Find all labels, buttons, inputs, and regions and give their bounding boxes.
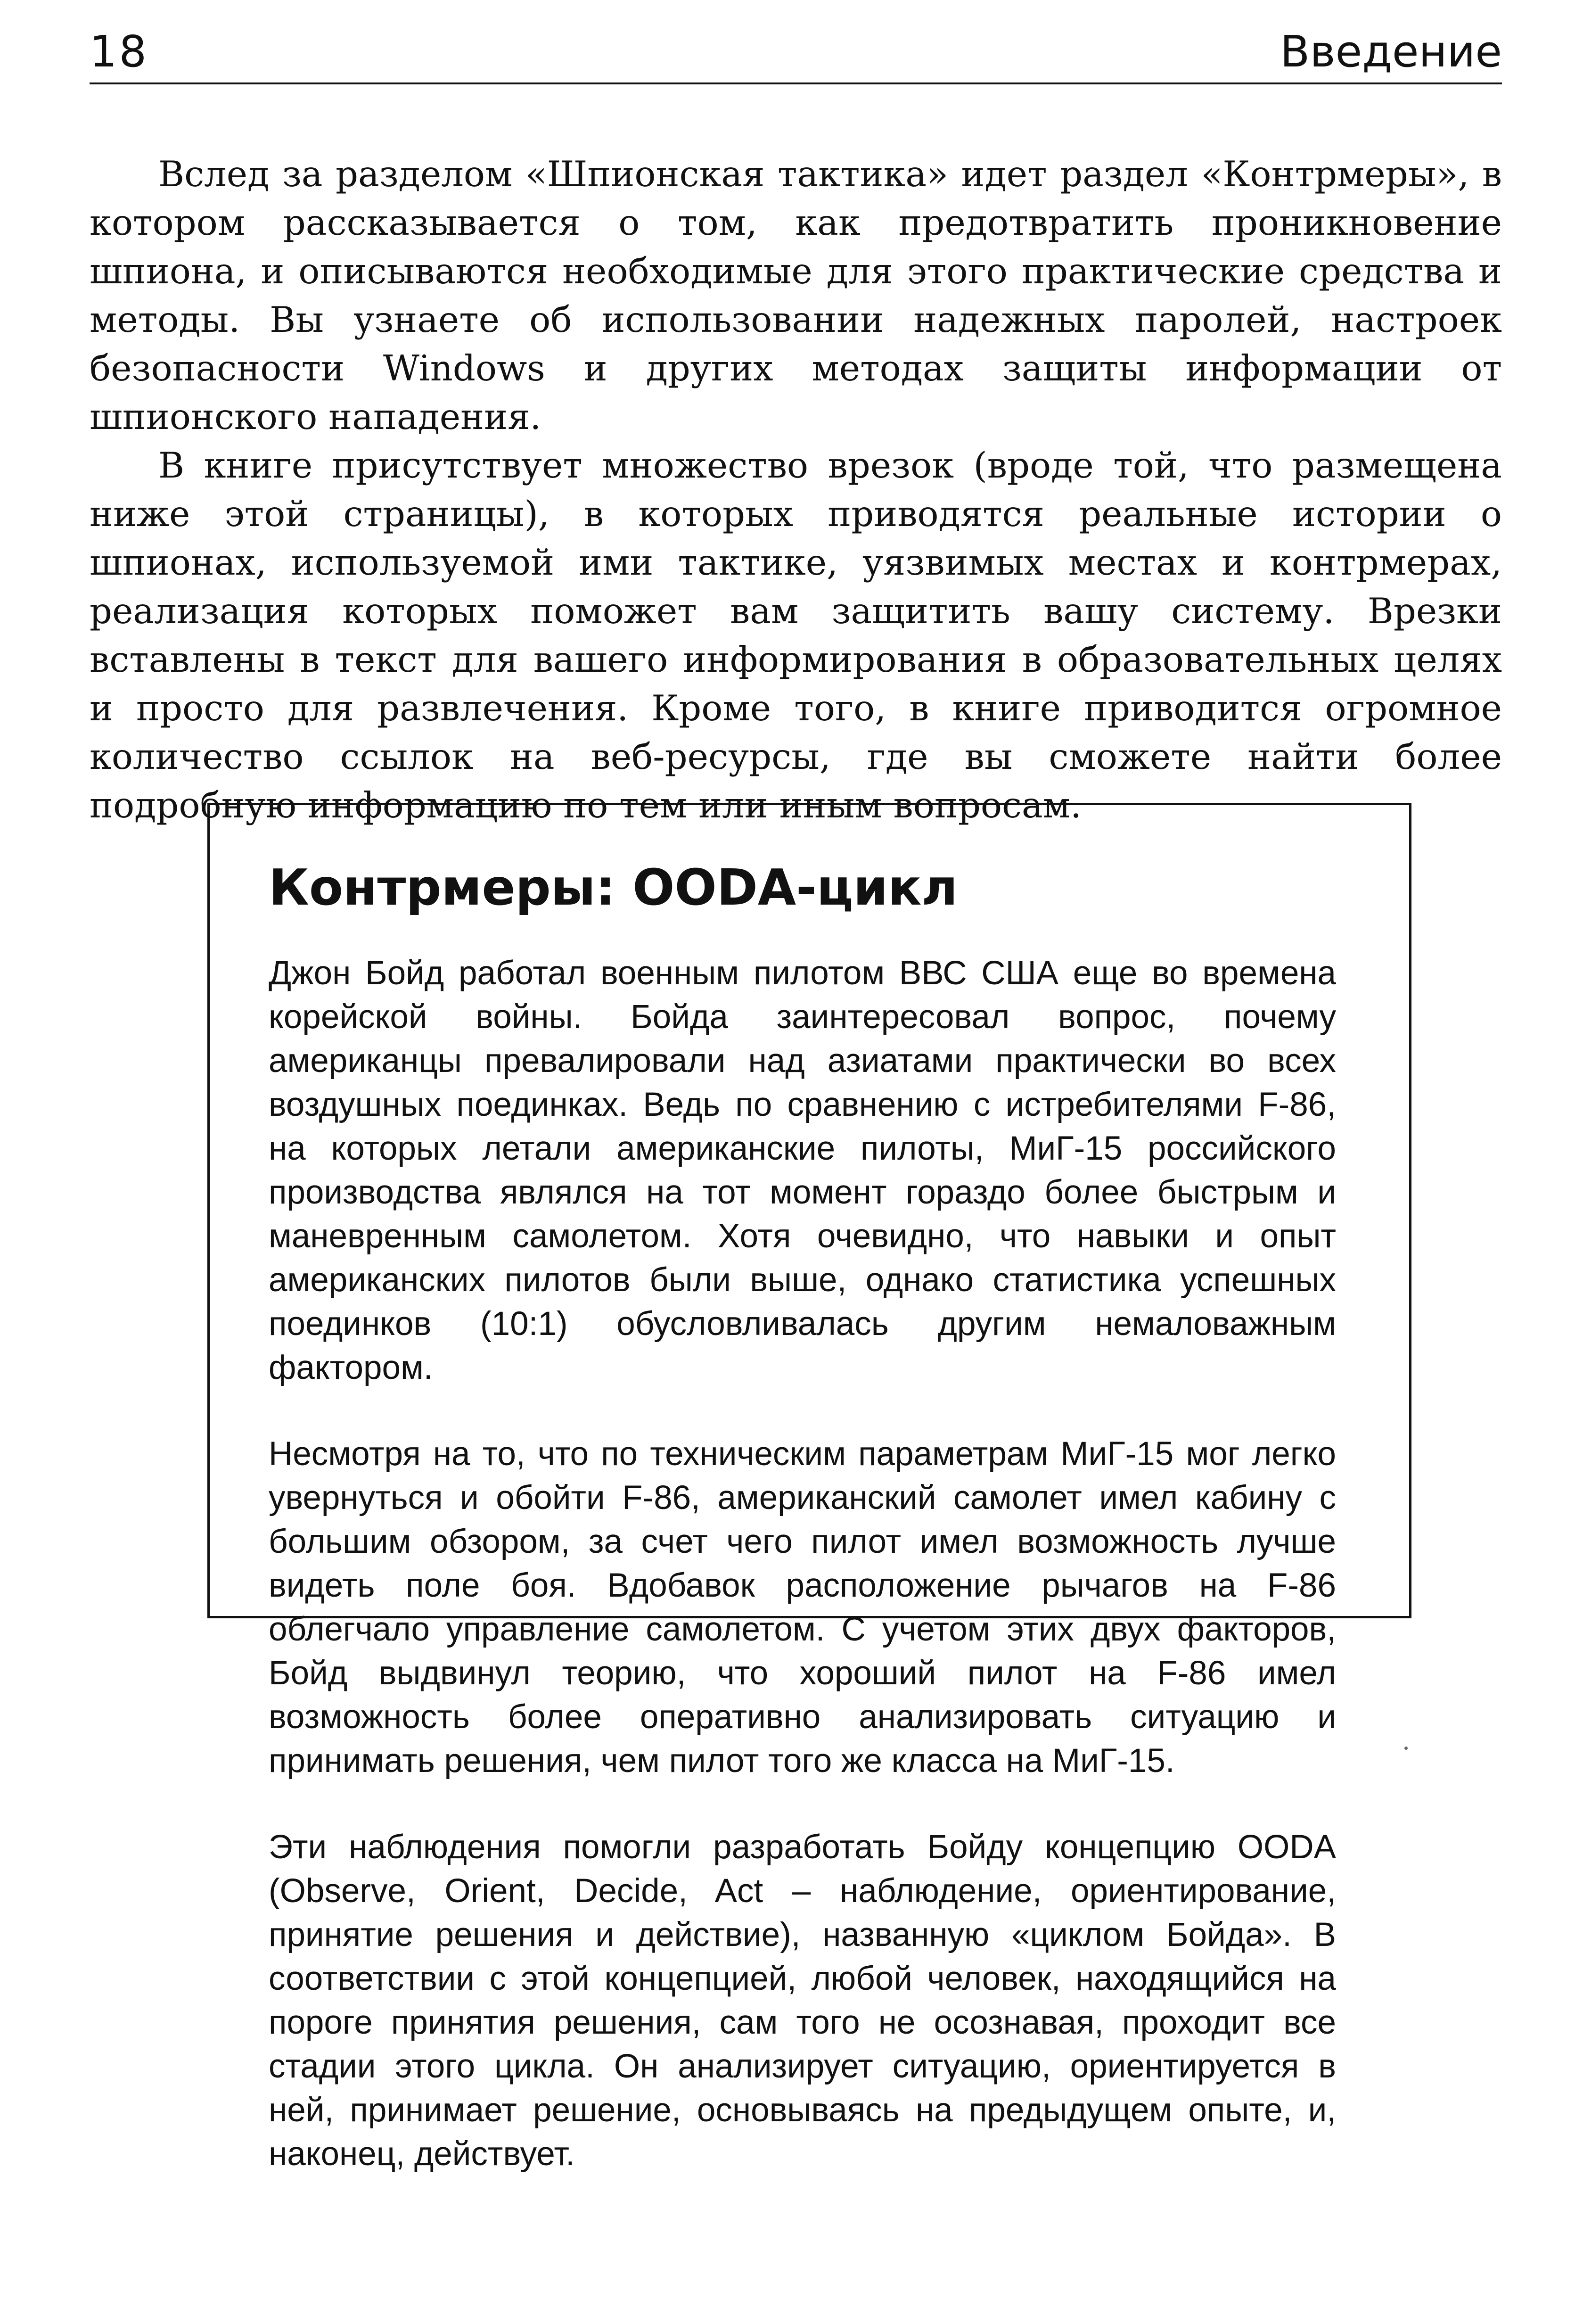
body-paragraph: Вслед за разделом «Шпионская тактика» идет раздел «Контрмеры», в котором рассказывается о том, как предотвратить проникновение шпиона, и описываются необходимые для этого практические средства и методы. Вы узнаете об использовании надежных паролей, настроек безопасности Windows и других методах защиты информации от шпионского нападения.: [90, 153, 1502, 437]
main-text: [90, 150, 1502, 830]
page-number: 18: [90, 26, 149, 77]
sidebar-content: [269, 857, 1336, 2176]
body-paragraph: В книге присутствует множество врезок (вроде той, что размещена ниже этой страницы), в которых приводятся реальные истории о шпионах, используемой ими тактике, уязвимых местах и контрмерах, реализация которых поможет вам защитить вашу систему. Врезки вставлены в текст для вашего информирования в образовательных целях и просто для развлечения. Кроме того, в книге приводится огромное количество ссылок на веб-ресурсы, где вы сможете найти более подробную информацию по тем или иным вопросам.: [90, 445, 1502, 826]
sidebar-paragraph: Джон Бойд работал военным пилотом ВВС США еще во времена корейской войны. Бойда заинтересовал вопрос, почему американцы превалировали над азиатами практически во всех воздушных поединках. Ведь по сравнению с истребителями F-86, на которых летали американские пилоты, МиГ-15 российского производства являлся на тот момент гораздо более быстрым и маневренным самолетом. Хотя очевидно, что навыки и опыт американских пилотов были выше, однако статистика успешных поединков (10:1) обусловливалась другим немаловажным фактором.: [269, 955, 1336, 1386]
page-header: [90, 26, 1502, 84]
sidebar-paragraph: Несмотря на то, что по техническим параметрам МиГ-15 мог легко увернуться и обойти F-86, американский самолет имел кабину с большим обзором, за счет чего пилот имел возможность лучше видеть поле боя. Вдобавок расположение рычагов на F-86 облегчало управление самолетом. С учетом этих двух факторов, Бойд выдвинул теорию, что хороший пилот на F-86 имел возможность более оперативно анализировать ситуацию и принимать решения, чем пилот того же класса на МиГ-15.: [269, 1435, 1336, 1780]
running-head: Введение: [1280, 26, 1502, 77]
sidebar-title: Контрмеры: OODA-цикл: [269, 859, 958, 916]
sidebar-box: [207, 803, 1411, 2173]
sidebar-paragraph: Эти наблюдения помогли разработать Бойду концепцию OODA (Observe, Orient, Decide, Act – наблюдение, ориентирование, принятие решения и действие), названную «циклом Бойда». В соответствии с этой концепцией, любой человек, находящийся на пороге принятия решения, сам того не осознавая, проходит все стадии этого цикла. Он анализирует ситуацию, ориентируется в ней, принимает решение, основываясь на предыдущем опыте, и, наконец, действует.: [269, 1829, 1336, 2173]
print-speck: [1404, 1747, 1408, 1750]
